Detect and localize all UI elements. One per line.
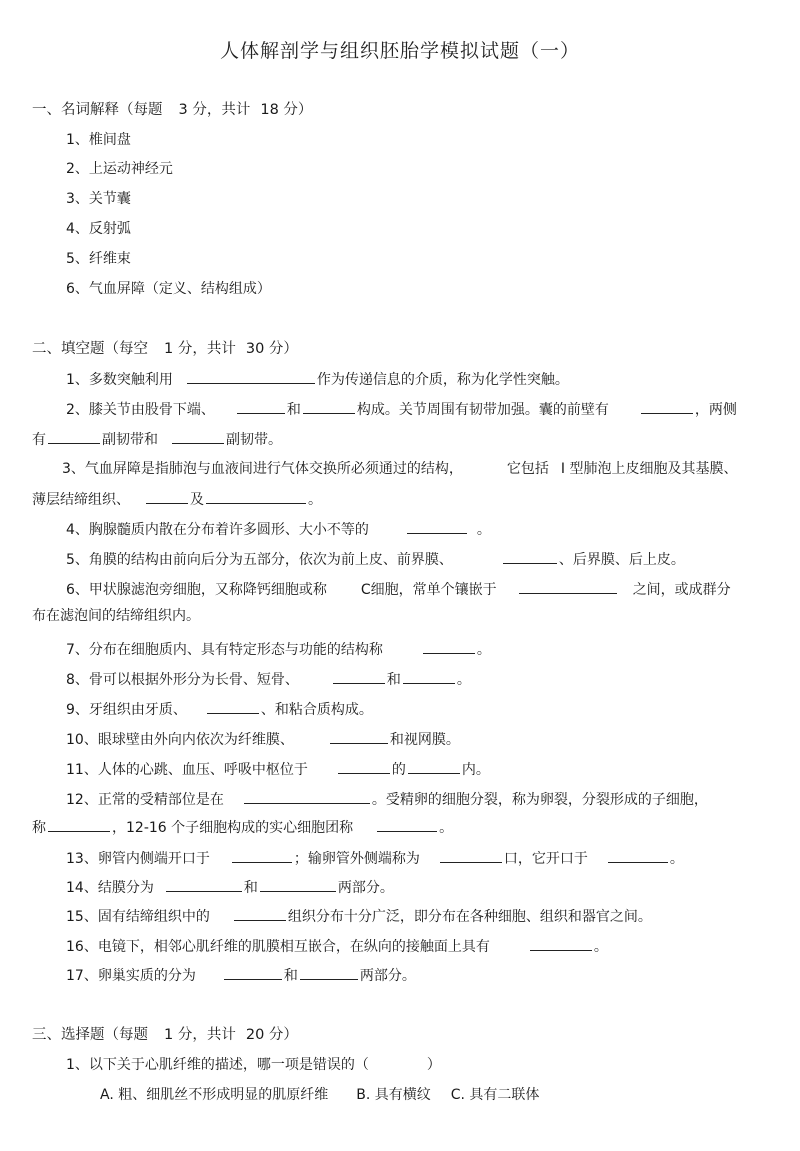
section1-heading: [32, 100, 312, 120]
q7-text-a: 7、分布在细胞质内、具有特定形态与功能的结构称: [66, 642, 383, 658]
q2-text-f: 副韧带和: [102, 432, 158, 448]
section3-heading: [32, 1025, 298, 1045]
q13-text-b: ；输卵管外侧端称为: [293, 851, 420, 867]
answer-blank[interactable]: [48, 429, 100, 444]
section3-heading-part-a: 三、选择题（每题: [32, 1027, 148, 1043]
answer-blank[interactable]: [224, 965, 282, 980]
q2-text-c: 构成。关节周围有韧带加强。囊的前壁有: [356, 402, 609, 418]
choice-q1-text: 1、以下关于心肌纤维的描述，哪一项是错误的（: [66, 1057, 369, 1073]
fill-question-3-cont: [32, 489, 322, 510]
fill-question-2-cont: [32, 429, 166, 450]
term-item: 4、反射弧: [66, 221, 131, 237]
answer-blank[interactable]: [48, 817, 110, 832]
q17-text-a: 17、卵巢实质的分为: [66, 968, 196, 984]
q5-text-b: 、后界膜、后上皮。: [558, 552, 685, 568]
fill-question-7: [66, 639, 491, 660]
q4-text-a: 4、胸腺髓质内散在分布着许多圆形、大小不等的: [66, 522, 369, 538]
section1-heading-part-c: 18 分）: [260, 102, 313, 118]
q6-text-a: 6、甲状腺滤泡旁细胞，又称降钙细胞或称: [66, 582, 327, 598]
term-item: 6、气血屏障（定义、结构组成）: [66, 281, 271, 297]
answer-blank[interactable]: [244, 789, 370, 804]
answer-blank[interactable]: [187, 369, 315, 384]
q2-text-b: 和: [286, 402, 301, 418]
answer-blank[interactable]: [303, 399, 355, 414]
q12-text-a: 12、正常的受精部位是在: [66, 792, 224, 808]
fill-question-1: [66, 369, 569, 390]
q2-text-a: 2、膝关节由股骨下端、: [66, 402, 215, 418]
fill-question-14: [66, 877, 394, 898]
fill-question-6-cont: 布在滤泡间的结缔组织内。: [32, 608, 200, 624]
answer-blank[interactable]: [206, 489, 306, 504]
fill-question-16: [66, 936, 608, 957]
answer-blank[interactable]: [232, 848, 292, 863]
q11-text-c: 内。: [461, 762, 490, 778]
q15-text-b: 组织分布十分广泛，即分布在各种细胞、组织和器官之间。: [287, 909, 652, 925]
q13-text-c: 口，它开口于: [503, 851, 588, 867]
q3-text-b: 它包括: [506, 461, 549, 477]
q10-text-a: 10、眼球壁由外向内依次为纤维膜、: [66, 732, 294, 748]
q12-text-d: ，12-16 个子细胞构成的实心细胞团称: [112, 820, 354, 836]
section3-heading-part-b: 1 分，共计: [164, 1027, 236, 1043]
q3-text-e: 及: [190, 492, 204, 508]
section2-heading-part-b: 1 分，共计: [164, 341, 236, 357]
fill-question-11: [66, 759, 490, 780]
fill-question-2-cont-b: [168, 429, 282, 450]
fill-question-12: [66, 789, 708, 810]
choice-q1-close: ）: [426, 1057, 441, 1073]
answer-blank[interactable]: [503, 549, 557, 564]
q15-text-a: 15、固有结缔组织中的: [66, 909, 210, 925]
page-title: 人体解剖学与组织胚胎学模拟试题（一）: [219, 40, 580, 62]
answer-blank[interactable]: [234, 906, 286, 921]
answer-blank[interactable]: [166, 877, 242, 892]
answer-blank[interactable]: [440, 848, 502, 863]
q12-text-e: 。: [439, 820, 454, 836]
answer-blank[interactable]: [407, 519, 467, 534]
fill-question-5: [66, 549, 685, 570]
q13-text-d: 。: [669, 851, 684, 867]
q5-text-a: 5、角膜的结构由前向后分为五部分，依次为前上皮、前界膜、: [66, 552, 453, 568]
answer-blank[interactable]: [423, 639, 475, 654]
answer-blank[interactable]: [530, 936, 592, 951]
term-item: 2、上运动神经元: [66, 161, 173, 177]
term-item: 5、纤维束: [66, 251, 131, 267]
fill-question-8: [66, 669, 471, 690]
q9-text-a: 9、牙组织由牙质、: [66, 702, 187, 718]
q2-text-g: 副韧带。: [226, 432, 282, 448]
fill-question-3: [62, 459, 738, 479]
term-item: 3、关节囊: [66, 191, 131, 207]
answer-blank[interactable]: [300, 965, 358, 980]
answer-blank[interactable]: [408, 759, 460, 774]
answer-blank[interactable]: [237, 399, 285, 414]
answer-blank[interactable]: [260, 877, 336, 892]
section3-heading-part-c: 20 分）: [245, 1027, 298, 1043]
answer-blank[interactable]: [403, 669, 455, 684]
q1-text-b: 作为传递信息的介质，称为化学性突触。: [316, 372, 569, 388]
fill-question-9: [66, 699, 373, 720]
fill-question-13: [66, 848, 684, 869]
q4-text-b: 。: [476, 522, 491, 538]
fill-question-17: [66, 965, 416, 986]
term-item: 1、椎间盘: [66, 132, 131, 148]
q11-text-a: 11、人体的心跳、血压、呼吸中枢位于: [66, 762, 308, 778]
section1-heading-part-a: 一、名词解释（每题: [32, 102, 163, 118]
option-b[interactable]: B. 具有横纹: [356, 1087, 431, 1103]
option-c[interactable]: C. 具有二联体: [450, 1087, 540, 1103]
answer-blank[interactable]: [333, 669, 385, 684]
q14-text-a: 14、结膜分为: [66, 880, 154, 896]
q11-text-b: 的: [391, 762, 406, 778]
q8-text-b: 和: [386, 672, 401, 688]
answer-blank[interactable]: [641, 399, 693, 414]
q17-text-b: 和: [283, 968, 298, 984]
section2-heading: [32, 339, 298, 359]
section2-heading-part-c: 30 分）: [245, 341, 298, 357]
q7-text-b: 。: [476, 642, 491, 658]
q16-text-b: 。: [593, 939, 608, 955]
q14-text-c: 两部分。: [337, 880, 394, 896]
fill-question-2: [66, 399, 737, 420]
answer-blank[interactable]: [207, 699, 259, 714]
answer-blank[interactable]: [519, 579, 617, 594]
q13-text-a: 13、卵管内侧端开口于: [66, 851, 210, 867]
fill-question-15: [66, 906, 652, 927]
q3-text-d: 薄层结缔组织、: [32, 492, 130, 508]
fill-question-12-cont: [32, 817, 453, 838]
fill-question-10: [66, 729, 460, 750]
answer-blank[interactable]: [377, 817, 437, 832]
q2-text-d: ，两侧: [694, 402, 737, 418]
q10-text-b: 和视网膜。: [389, 732, 460, 748]
section2-heading-part-a: 二、填空题（每空: [32, 341, 148, 357]
answer-blank[interactable]: [146, 489, 188, 504]
q12-text-b: 。受精卵的细胞分裂，称为卵裂，分裂形成的子细胞，: [371, 792, 708, 808]
answer-blank[interactable]: [330, 729, 388, 744]
q8-text-c: 。: [456, 672, 471, 688]
q6-text-c: 之间，或成群分: [632, 582, 731, 598]
q8-text-a: 8、骨可以根据外形分为长骨、短骨、: [66, 672, 299, 688]
choice-options: [100, 1085, 539, 1105]
q3-text-f: 。: [308, 492, 322, 508]
q12-text-c: 称: [32, 820, 46, 836]
answer-blank[interactable]: [338, 759, 390, 774]
section1-heading-part-b: 3 分，共计: [178, 102, 251, 118]
q3-text-c: Ⅰ 型肺泡上皮细胞及其基膜、: [560, 461, 738, 477]
q9-text-b: 、和粘合质构成。: [260, 702, 373, 718]
q14-text-b: 和: [243, 880, 258, 896]
q2-text-e: 有: [32, 432, 46, 448]
q6-text-b: C细胞，常单个镶嵌于: [360, 582, 497, 598]
answer-blank[interactable]: [608, 848, 668, 863]
option-a[interactable]: A. 粗、细肌丝不形成明显的肌原纤维: [100, 1087, 329, 1103]
answer-blank[interactable]: [172, 429, 224, 444]
fill-question-6: [66, 579, 731, 600]
choice-question-1: [66, 1055, 441, 1075]
q3-text-a: 3、气血屏障是指肺泡与血液间进行气体交换所必须通过的结构，: [62, 461, 463, 477]
fill-question-4: [66, 519, 491, 540]
q1-text-a: 1、多数突触利用: [66, 372, 173, 388]
q17-text-c: 两部分。: [359, 968, 416, 984]
q16-text-a: 16、电镜下，相邻心肌纤维的肌膜相互嵌合，在纵向的接触面上具有: [66, 939, 490, 955]
